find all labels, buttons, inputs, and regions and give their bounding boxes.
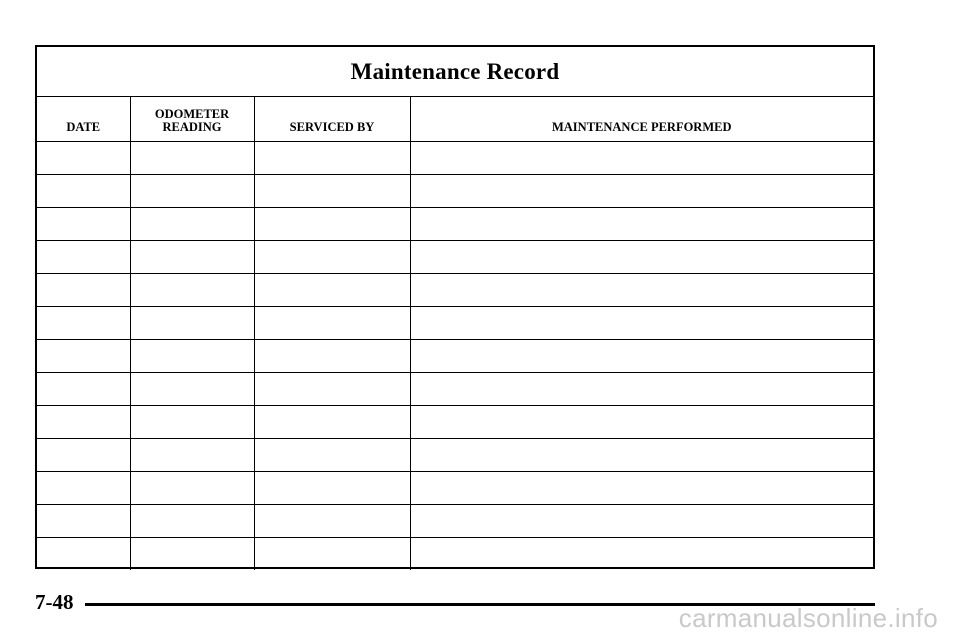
cell-maintenance-performed: [410, 240, 873, 273]
maintenance-record-form: [35, 45, 875, 569]
cell-odometer-reading: [130, 504, 254, 537]
cell-date: [37, 306, 130, 339]
cell-date: [37, 504, 130, 537]
table-row: [37, 537, 873, 570]
table-row: [37, 405, 873, 438]
cell-serviced-by: [254, 141, 410, 174]
odometer-header-line1: ODOMETER: [154, 106, 230, 121]
table-row: [37, 306, 873, 339]
odometer-header-line2: READING: [162, 119, 222, 134]
cell-maintenance-performed: [410, 372, 873, 405]
table-row: [37, 438, 873, 471]
cell-odometer-reading: [130, 273, 254, 306]
cell-odometer-reading: [130, 306, 254, 339]
cell-odometer-reading: [130, 174, 254, 207]
cell-maintenance-performed: [410, 405, 873, 438]
cell-date: [37, 273, 130, 306]
cell-serviced-by: [254, 273, 410, 306]
table-row: [37, 372, 873, 405]
cell-serviced-by: [254, 405, 410, 438]
cell-odometer-reading: [130, 240, 254, 273]
cell-maintenance-performed: [410, 471, 873, 504]
cell-serviced-by: [254, 306, 410, 339]
cell-serviced-by: [254, 537, 410, 570]
table-body: [37, 141, 873, 570]
cell-serviced-by: [254, 438, 410, 471]
cell-date: [37, 141, 130, 174]
cell-date: [37, 372, 130, 405]
column-header-maintenance-performed: MAINTENANCE PERFORMED: [410, 97, 873, 141]
cell-date: [37, 438, 130, 471]
cell-maintenance-performed: [410, 273, 873, 306]
cell-odometer-reading: [130, 141, 254, 174]
cell-odometer-reading: [130, 438, 254, 471]
cell-date: [37, 537, 130, 570]
cell-odometer-reading: [130, 471, 254, 504]
table-row: [37, 141, 873, 174]
cell-maintenance-performed: [410, 339, 873, 372]
column-header-date: DATE: [37, 97, 130, 141]
column-header-odometer-reading: [130, 97, 254, 141]
cell-serviced-by: [254, 207, 410, 240]
column-header-serviced-by: SERVICED BY: [254, 97, 410, 141]
cell-maintenance-performed: [410, 306, 873, 339]
table-row: [37, 339, 873, 372]
table-header-row: [37, 97, 873, 141]
cell-maintenance-performed: [410, 504, 873, 537]
cell-odometer-reading: [130, 339, 254, 372]
title-row: [37, 47, 873, 97]
cell-maintenance-performed: [410, 174, 873, 207]
cell-serviced-by: [254, 174, 410, 207]
page-number: 7-48: [35, 590, 74, 614]
table-row: [37, 504, 873, 537]
table-row: [37, 273, 873, 306]
table-row: [37, 471, 873, 504]
cell-maintenance-performed: [410, 438, 873, 471]
cell-odometer-reading: [130, 405, 254, 438]
cell-odometer-reading: [130, 537, 254, 570]
cell-serviced-by: [254, 240, 410, 273]
cell-date: [37, 471, 130, 504]
maintenance-record-table: [37, 97, 873, 570]
cell-maintenance-performed: [410, 537, 873, 570]
table-row: [37, 174, 873, 207]
cell-maintenance-performed: [410, 207, 873, 240]
cell-date: [37, 174, 130, 207]
cell-date: [37, 240, 130, 273]
cell-serviced-by: [254, 372, 410, 405]
page-title: Maintenance Record: [350, 58, 560, 84]
cell-date: [37, 339, 130, 372]
cell-serviced-by: [254, 339, 410, 372]
watermark: carmanualsonline.info: [678, 603, 938, 633]
cell-serviced-by: [254, 471, 410, 504]
cell-odometer-reading: [130, 372, 254, 405]
cell-date: [37, 405, 130, 438]
cell-odometer-reading: [130, 207, 254, 240]
table-row: [37, 240, 873, 273]
cell-serviced-by: [254, 504, 410, 537]
table-row: [37, 207, 873, 240]
cell-date: [37, 207, 130, 240]
cell-maintenance-performed: [410, 141, 873, 174]
